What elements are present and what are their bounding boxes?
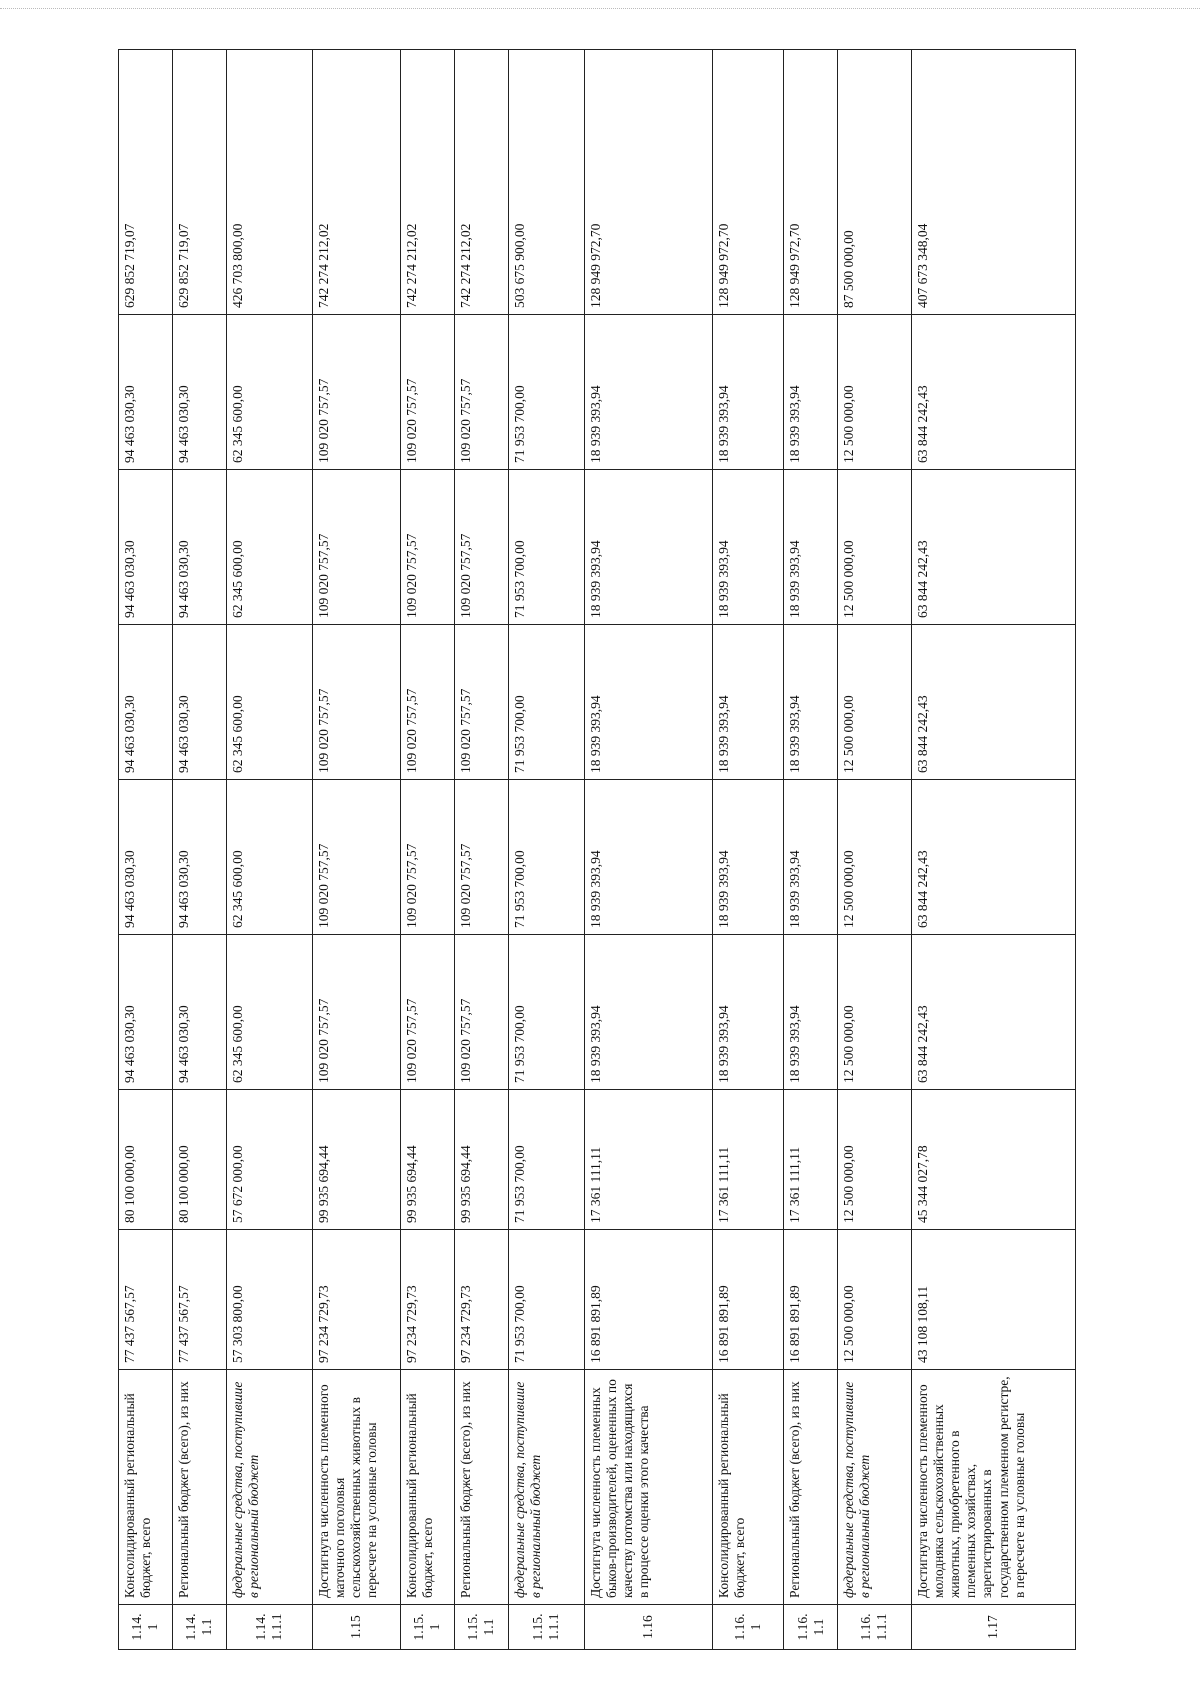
table-row — [784, 50, 838, 1650]
row-year-value: 109 020 757,57 — [400, 780, 454, 935]
row-code: 1.16.1.1.1 — [838, 1605, 912, 1650]
table-row — [312, 50, 400, 1650]
row-year-value: 109 020 757,57 — [312, 935, 400, 1090]
row-total-value: 128 949 972,70 — [784, 50, 838, 315]
row-year-value: 12 500 000,00 — [838, 625, 912, 780]
row-year-value: 109 020 757,57 — [312, 625, 400, 780]
table-row — [508, 50, 584, 1650]
row-year-value: 12 500 000,00 — [838, 315, 912, 470]
row-year-value: 80 100 000,00 — [172, 1090, 226, 1230]
row-year-value: 71 953 700,00 — [508, 470, 584, 625]
row-year-value: 109 020 757,57 — [454, 315, 508, 470]
row-year-value: 94 463 030,30 — [172, 935, 226, 1090]
table-row — [119, 50, 173, 1650]
row-year-value: 109 020 757,57 — [400, 315, 454, 470]
row-year-value: 63 844 242,43 — [911, 935, 1075, 1090]
table-row — [584, 50, 713, 1650]
row-year-value: 12 500 000,00 — [838, 1230, 912, 1370]
table-row — [713, 50, 784, 1650]
row-description: Консолидированный региональный бюджет, всего — [119, 1370, 173, 1605]
row-year-value: 62 345 600,00 — [226, 625, 312, 780]
row-year-value: 97 234 729,73 — [312, 1230, 400, 1370]
row-year-value: 17 361 111,11 — [584, 1090, 713, 1230]
row-description: Консолидированный региональный бюджет, всего — [713, 1370, 784, 1605]
row-year-value: 18 939 393,94 — [784, 935, 838, 1090]
table-body — [119, 50, 1076, 1650]
row-year-value: 71 953 700,00 — [508, 625, 584, 780]
row-year-value: 57 303 800,00 — [226, 1230, 312, 1370]
row-year-value: 18 939 393,94 — [784, 625, 838, 780]
row-year-value: 16 891 891,89 — [784, 1230, 838, 1370]
table-row — [400, 50, 454, 1650]
row-year-value: 16 891 891,89 — [584, 1230, 713, 1370]
row-total-value: 128 949 972,70 — [713, 50, 784, 315]
row-year-value: 109 020 757,57 — [400, 625, 454, 780]
row-code: 1.16.1.1 — [784, 1605, 838, 1650]
row-year-value: 62 345 600,00 — [226, 780, 312, 935]
row-year-value: 99 935 694,44 — [312, 1090, 400, 1230]
row-year-value: 109 020 757,57 — [454, 935, 508, 1090]
row-year-value: 109 020 757,57 — [312, 780, 400, 935]
row-description: Региональный бюджет (всего), из них — [784, 1370, 838, 1605]
row-year-value: 18 939 393,94 — [784, 470, 838, 625]
row-year-value: 18 939 393,94 — [584, 315, 713, 470]
row-year-value: 18 939 393,94 — [584, 470, 713, 625]
rotated-table-wrapper — [118, 50, 1076, 1650]
row-year-value: 62 345 600,00 — [226, 315, 312, 470]
row-year-value: 97 234 729,73 — [400, 1230, 454, 1370]
row-year-value: 109 020 757,57 — [312, 470, 400, 625]
row-year-value: 62 345 600,00 — [226, 935, 312, 1090]
row-year-value: 71 953 700,00 — [508, 1230, 584, 1370]
row-description: Достигнута численность племенного молодняка сельскохозяйственных животных, приобретенного в племенных хозяйствах, зарегистрированных в государственном племенном регистре, в пересчете на условные головы — [911, 1370, 1075, 1605]
row-code: 1.16.1 — [713, 1605, 784, 1650]
row-total-value: 407 673 348,04 — [911, 50, 1075, 315]
row-year-value: 17 361 111,11 — [784, 1090, 838, 1230]
table-row — [911, 50, 1075, 1650]
row-year-value: 63 844 242,43 — [911, 470, 1075, 625]
row-total-value: 742 274 212,02 — [312, 50, 400, 315]
row-description: федеральные средства, поступившие в региональный бюджет — [226, 1370, 312, 1605]
row-year-value: 99 935 694,44 — [400, 1090, 454, 1230]
row-code: 1.16 — [584, 1605, 713, 1650]
row-year-value: 109 020 757,57 — [454, 625, 508, 780]
row-year-value: 18 939 393,94 — [713, 315, 784, 470]
row-year-value: 77 437 567,57 — [119, 1230, 173, 1370]
row-year-value: 94 463 030,30 — [172, 780, 226, 935]
row-total-value: 629 852 719,07 — [172, 50, 226, 315]
page-top-rule — [0, 8, 1200, 9]
row-year-value: 12 500 000,00 — [838, 935, 912, 1090]
row-year-value: 43 108 108,11 — [911, 1230, 1075, 1370]
row-year-value: 18 939 393,94 — [584, 935, 713, 1090]
row-year-value: 18 939 393,94 — [784, 315, 838, 470]
row-year-value: 17 361 111,11 — [713, 1090, 784, 1230]
row-year-value: 57 672 000,00 — [226, 1090, 312, 1230]
row-year-value: 71 953 700,00 — [508, 1090, 584, 1230]
row-year-value: 71 953 700,00 — [508, 315, 584, 470]
row-code: 1.14.1.1.1 — [226, 1605, 312, 1650]
budget-table — [118, 49, 1076, 1650]
table-row — [172, 50, 226, 1650]
row-year-value: 18 939 393,94 — [713, 935, 784, 1090]
row-year-value: 18 939 393,94 — [584, 625, 713, 780]
row-year-value: 94 463 030,30 — [119, 470, 173, 625]
row-code: 1.15.1.1 — [454, 1605, 508, 1650]
row-description: Достигнута численность племенного маточного поголовья сельскохозяйственных животных в пересчете на условные головы — [312, 1370, 400, 1605]
row-year-value: 94 463 030,30 — [119, 780, 173, 935]
row-year-value: 109 020 757,57 — [400, 935, 454, 1090]
row-year-value: 18 939 393,94 — [713, 780, 784, 935]
row-year-value: 94 463 030,30 — [119, 315, 173, 470]
row-year-value: 18 939 393,94 — [584, 780, 713, 935]
row-year-value: 62 345 600,00 — [226, 470, 312, 625]
row-total-value: 629 852 719,07 — [119, 50, 173, 315]
row-year-value: 109 020 757,57 — [454, 470, 508, 625]
row-year-value: 45 344 027,78 — [911, 1090, 1075, 1230]
row-year-value: 18 939 393,94 — [784, 780, 838, 935]
row-year-value: 18 939 393,94 — [713, 470, 784, 625]
row-total-value: 128 949 972,70 — [584, 50, 713, 315]
row-description: Региональный бюджет (всего), из них — [454, 1370, 508, 1605]
row-description: федеральные средства, поступившие в региональный бюджет — [508, 1370, 584, 1605]
row-code: 1.15.1.1.1 — [508, 1605, 584, 1650]
row-code: 1.17 — [911, 1605, 1075, 1650]
row-year-value: 12 500 000,00 — [838, 780, 912, 935]
row-total-value: 742 274 212,02 — [454, 50, 508, 315]
table-row — [454, 50, 508, 1650]
row-description: Достигнута численность племенных быков-производителей, оцененных по качеству потомства или находящихся в процессе оценки этого качества — [584, 1370, 713, 1605]
row-year-value: 109 020 757,57 — [454, 780, 508, 935]
row-year-value: 97 234 729,73 — [454, 1230, 508, 1370]
row-year-value: 12 500 000,00 — [838, 470, 912, 625]
row-description: Консолидированный региональный бюджет, всего — [400, 1370, 454, 1605]
row-code: 1.14.1 — [119, 1605, 173, 1650]
row-code: 1.15.1 — [400, 1605, 454, 1650]
row-year-value: 63 844 242,43 — [911, 625, 1075, 780]
row-description: федеральные средства, поступившие в региональный бюджет — [838, 1370, 912, 1605]
row-total-value: 426 703 800,00 — [226, 50, 312, 315]
row-year-value: 109 020 757,57 — [312, 315, 400, 470]
row-code: 1.15 — [312, 1605, 400, 1650]
row-code: 1.14.1.1 — [172, 1605, 226, 1650]
row-year-value: 12 500 000,00 — [838, 1090, 912, 1230]
row-year-value: 71 953 700,00 — [508, 935, 584, 1090]
row-year-value: 94 463 030,30 — [172, 315, 226, 470]
row-year-value: 63 844 242,43 — [911, 780, 1075, 935]
row-year-value: 94 463 030,30 — [172, 470, 226, 625]
row-year-value: 94 463 030,30 — [172, 625, 226, 780]
table-row — [226, 50, 312, 1650]
row-year-value: 94 463 030,30 — [119, 935, 173, 1090]
row-year-value: 77 437 567,57 — [172, 1230, 226, 1370]
row-year-value: 16 891 891,89 — [713, 1230, 784, 1370]
row-description: Региональный бюджет (всего), из них — [172, 1370, 226, 1605]
row-year-value: 109 020 757,57 — [400, 470, 454, 625]
row-year-value: 63 844 242,43 — [911, 315, 1075, 470]
row-year-value: 99 935 694,44 — [454, 1090, 508, 1230]
row-total-value: 503 675 900,00 — [508, 50, 584, 315]
row-year-value: 18 939 393,94 — [713, 625, 784, 780]
row-total-value: 742 274 212,02 — [400, 50, 454, 315]
row-total-value: 87 500 000,00 — [838, 50, 912, 315]
table-row — [838, 50, 912, 1650]
row-year-value: 94 463 030,30 — [119, 625, 173, 780]
row-year-value: 80 100 000,00 — [119, 1090, 173, 1230]
row-year-value: 71 953 700,00 — [508, 780, 584, 935]
